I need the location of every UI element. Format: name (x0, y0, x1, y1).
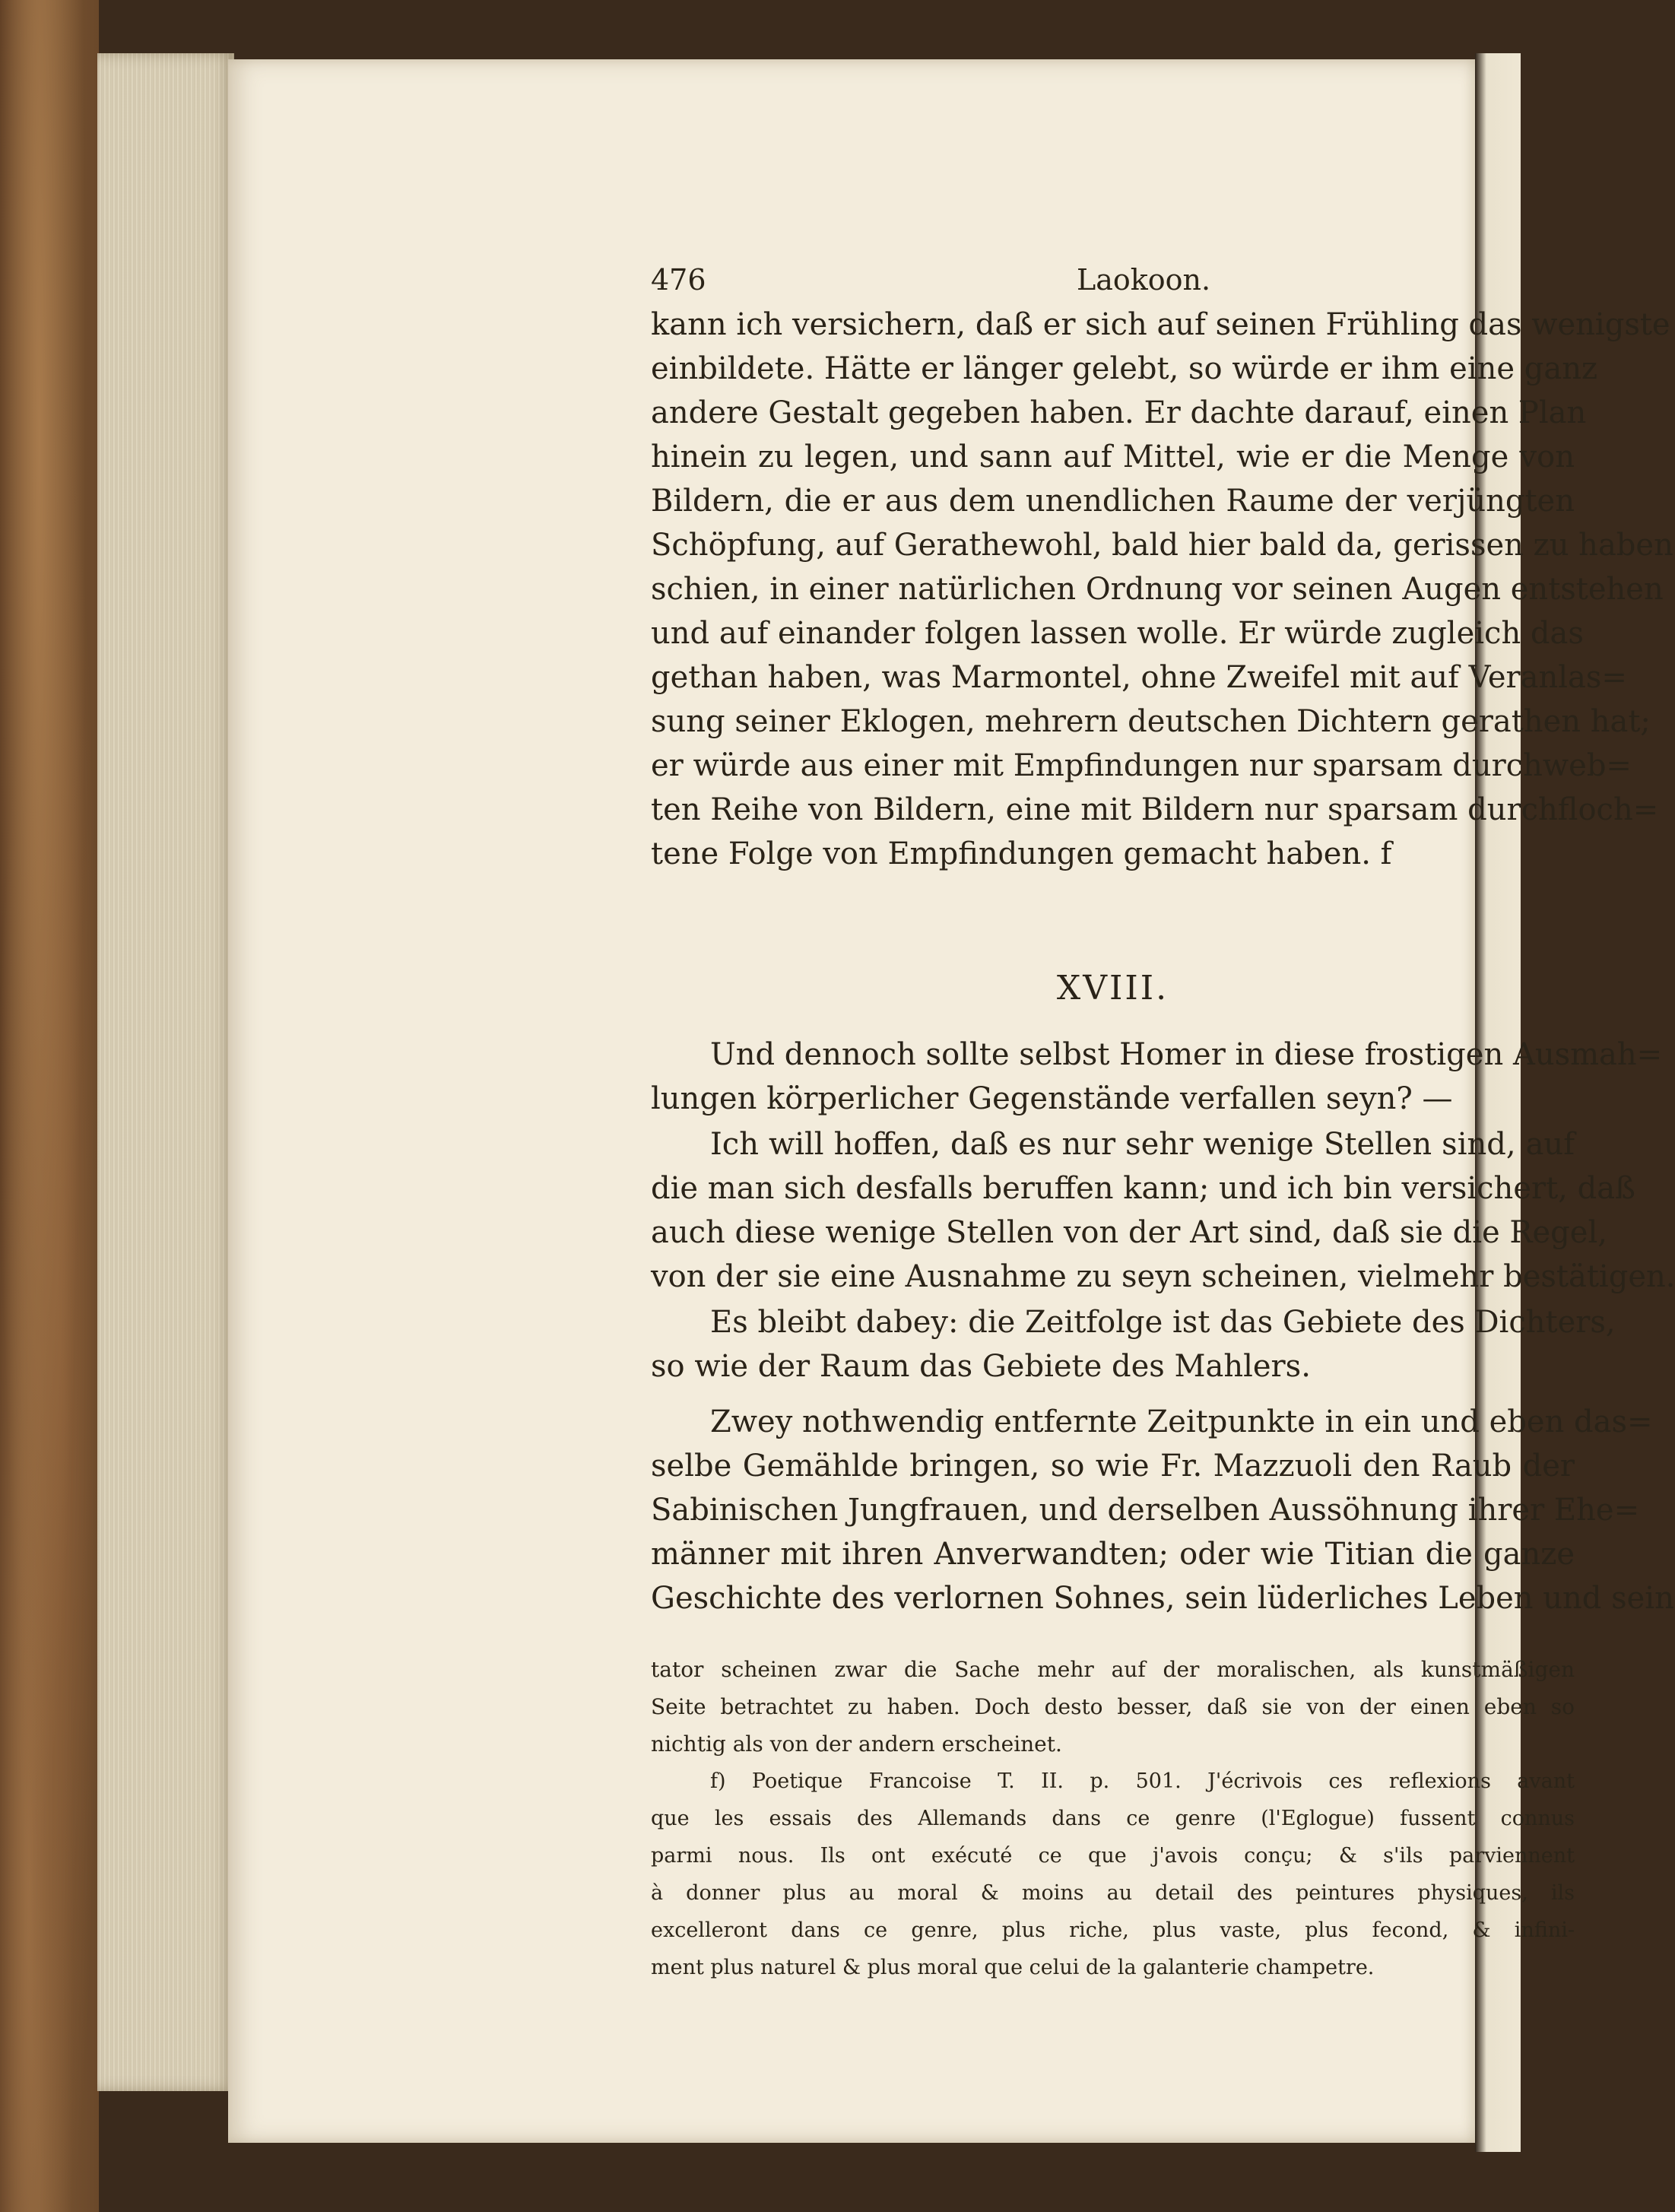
footnote-continued (651, 1651, 1575, 1763)
text-line: männer mit ihren Anverwandten; oder wie Titian die ganze (651, 1537, 1575, 1572)
book-cover-edge (0, 0, 99, 2212)
page-number: 476 (651, 263, 706, 297)
text-line: sung seiner Eklogen, mehrern deutschen Dichtern gerathen hat; (651, 704, 1651, 739)
text-line: auch diese wenige Stellen von der Art sind, daß sie die Regel, (651, 1215, 1607, 1250)
text-line: Sabinischen Jungfrauen, und derselben Aussöhnung ihrer Ehe= (651, 1493, 1640, 1528)
footnote-line: ment plus naturel & plus moral que celui de la galanterie champetre. (651, 1956, 1375, 1979)
footnote-line: Seite betrachtet zu haben. Doch desto besser, daß sie von der einen eben so (651, 1694, 1575, 1719)
text-line: er würde aus einer mit Empfindungen nur sparsam durchweb= (651, 748, 1632, 783)
footnote-line: f) Poetique Francoise T. II. p. 501. J'écrivois ces reflexions avant (710, 1769, 1575, 1793)
footnote-line: que les essais des Allemands dans ce genre (l'Eglogue) fussent connus (651, 1807, 1575, 1830)
page-header (651, 263, 1575, 309)
paragraph-1 (651, 303, 1673, 876)
paragraph-4 (651, 1300, 1616, 1388)
paragraph-5 (651, 1400, 1674, 1620)
text-line: hinein zu legen, und sann auf Mittel, wie er die Menge von (651, 440, 1575, 474)
text-line: selbe Gemählde bringen, so wie Fr. Mazzuoli den Raub der (651, 1449, 1575, 1484)
paragraph-2 (651, 1033, 1663, 1121)
text-line: andere Gestalt gegeben haben. Er dachte darauf, einen Plan (651, 395, 1587, 430)
text-line: lungen körperlicher Gegenstände verfallen seyn? — (651, 1081, 1453, 1116)
text-line: kann ich versichern, daß er sich auf seinen Frühling das wenigste (651, 307, 1670, 342)
footnote-line: tator scheinen zwar die Sache mehr auf der moralischen, als kunstmäßigen (651, 1657, 1575, 1682)
page-stack-edges (97, 53, 234, 2091)
text-line: schien, in einer natürlichen Ordnung vor seinen Augen entstehen (651, 572, 1664, 607)
text-line: tene Folge von Empfindungen gemacht haben. f (651, 836, 1392, 871)
text-line: Schöpfung, auf Gerathewohl, bald hier bald da, gerissen zu haben (651, 528, 1673, 563)
text-line: einbildete. Hätte er länger gelebt, so würde er ihm eine ganz (651, 351, 1598, 386)
footnote-f (651, 1763, 1575, 1986)
running-title: Laokoon. (1077, 263, 1211, 297)
text-line: so wie der Raum das Gebiete des Mahlers. (651, 1349, 1311, 1384)
text-line: Es bleibt dabey: die Zeitfolge ist das Gebiete des Dichters, (710, 1305, 1616, 1340)
footnote-line: nichtig als von der andern erscheinet. (651, 1731, 1062, 1757)
text-line: Bildern, die er aus dem unendlichen Raume der verjüngten (651, 484, 1575, 519)
text-line: Geschichte des verlornen Sohnes, sein lüderliches Leben und sein (651, 1581, 1674, 1616)
text-line: gethan haben, was Marmontel, ohne Zweifel mit auf Veranlas= (651, 660, 1627, 695)
footnote-line: parmi nous. Ils ont exécuté ce que j'avois conçu; & s'ils parviennent (651, 1844, 1575, 1868)
text-line: Ich will hoffen, daß es nur sehr wenige Stellen sind, auf (710, 1127, 1575, 1162)
text-line: die man sich desfalls beruffen kann; und ich bin versichert, daß (651, 1171, 1635, 1206)
text-line: von der sie eine Ausnahme zu seyn scheinen, vielmehr bestätigen. (651, 1259, 1675, 1294)
text-line: und auf einander folgen lassen wolle. Er würde zugleich das (651, 616, 1584, 651)
footnotes (651, 1651, 1575, 1986)
paragraph-3 (651, 1122, 1675, 1299)
footnote-line: excelleront dans ce genre, plus riche, plus vaste, plus fecond, & infini- (651, 1918, 1575, 1942)
text-line: Und dennoch sollte selbst Homer in diese frostigen Ausmah= (710, 1037, 1663, 1072)
book-page (228, 59, 1675, 2143)
section-heading: XVIII. (1056, 969, 1169, 1008)
footnote-line: à donner plus au moral & moins au detail des peintures physiques, ils (651, 1881, 1575, 1905)
text-line: Zwey nothwendig entfernte Zeitpunkte in ein und eben das= (710, 1404, 1653, 1439)
text-line: ten Reihe von Bildern, eine mit Bildern nur sparsam durchfloch= (651, 792, 1659, 827)
